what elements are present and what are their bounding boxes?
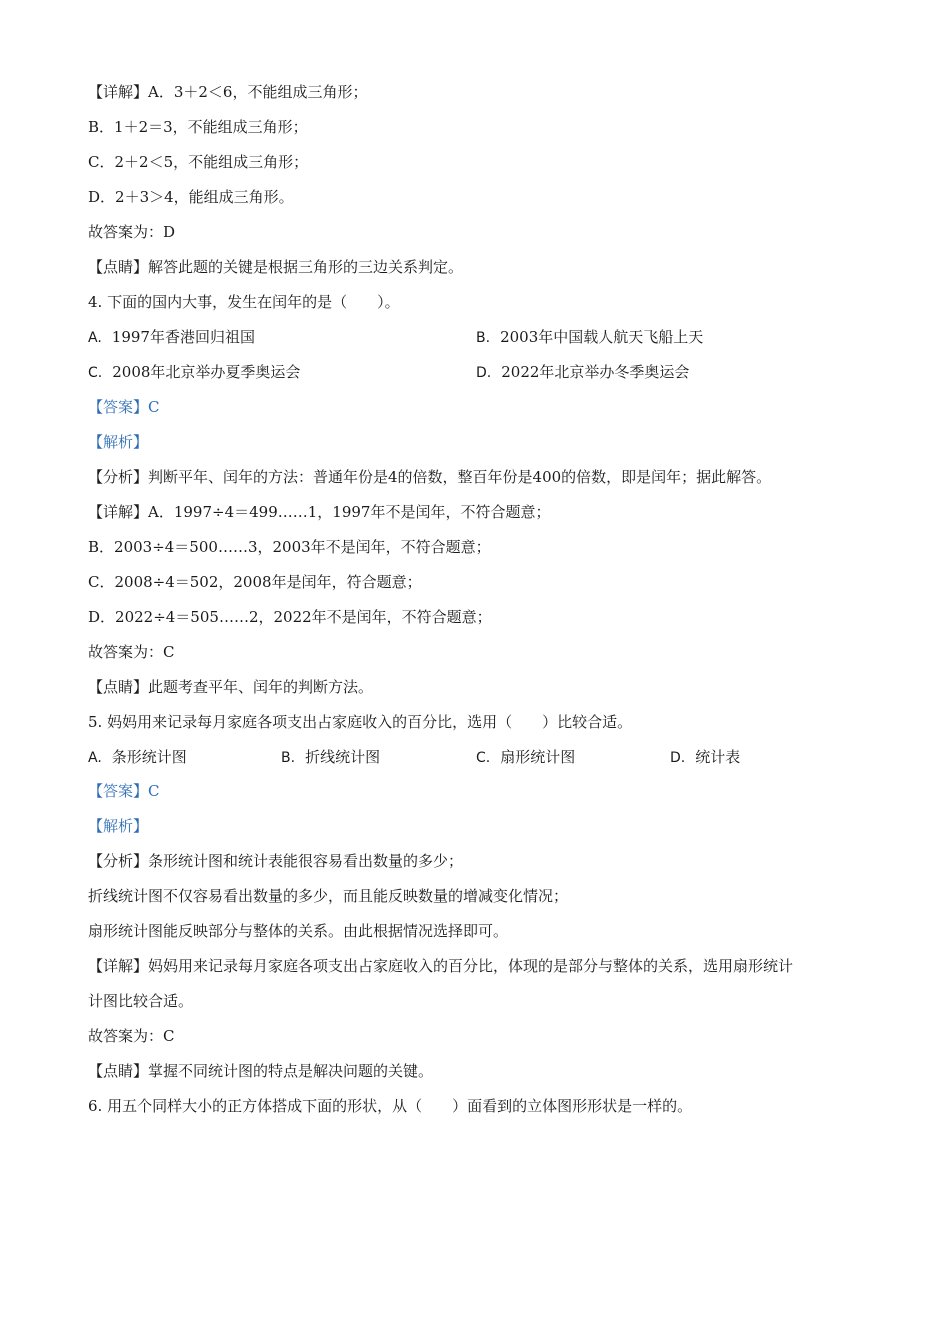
q5-option-c [476, 747, 575, 768]
question-6: 6. 用五个同样大小的正方体搭成下面的形状，从（ ）面看到的立体图形形状是一样的。 [88, 1097, 693, 1115]
analysis-line: 【分析】判断平年、闰年的方法：普通年份是4的倍数，整百年份是400的倍数，即是闰年；据此解答。 [88, 468, 772, 486]
detail-line: B．2003÷4＝500……3，2003年不是闰年，不符合题意； [88, 538, 491, 556]
option-label: C. [88, 365, 103, 381]
question-5: 5. 妈妈用来记录每月家庭各项支出占家庭收入的百分比，选用（ ）比较合适。 [88, 713, 633, 731]
option-text: 1997年香港回归祖国 [111, 328, 255, 346]
detail-line: D．2＋3＞4，能组成三角形。 [88, 188, 294, 206]
answer-conclusion: 故答案为：C [88, 1027, 175, 1045]
answer-conclusion: 故答案为：D [88, 223, 176, 241]
analysis-line: 扇形统计图能反映部分与整体的关系。由此根据情况选择即可。 [88, 922, 509, 940]
q4-option-c [88, 362, 300, 383]
question-4: 4. 下面的国内大事，发生在闰年的是（ ）。 [88, 293, 400, 311]
option-text: 扇形统计图 [500, 748, 576, 766]
detail-line: D．2022÷4＝505……2，2022年不是闰年，不符合题意； [88, 608, 492, 626]
detail-line: 【详解】妈妈用来记录每月家庭各项支出占家庭收入的百分比，体现的是部分与整体的关系，选用扇形统计 [88, 957, 794, 975]
option-text: 折线统计图 [305, 748, 381, 766]
detail-line: B．1＋2＝3，不能组成三角形； [88, 118, 308, 136]
detail-line: 【详解】A．1997÷4＝499……1，1997年不是闰年，不符合题意； [88, 503, 551, 521]
option-label: A. [88, 750, 102, 766]
key-point: 【点睛】解答此题的关键是根据三角形的三边关系判定。 [88, 258, 464, 276]
detail-line: C．2＋2＜5，不能组成三角形； [88, 153, 309, 171]
q5-option-d [670, 747, 740, 768]
q5-option-a [88, 747, 187, 768]
option-text: 2022年北京举办冬季奥运会 [501, 363, 690, 381]
option-text: 条形统计图 [111, 748, 187, 766]
detail-line: 【详解】A．3＋2＜6，不能组成三角形； [88, 83, 368, 101]
option-label: D. [476, 365, 492, 381]
option-label: A. [88, 330, 102, 346]
option-label: C. [476, 750, 491, 766]
key-point: 【点睛】掌握不同统计图的特点是解决问题的关键。 [88, 1062, 434, 1080]
answer-tag: 【答案】C [88, 398, 160, 416]
option-label: D. [670, 750, 686, 766]
analysis-tag: 【解析】 [88, 817, 149, 835]
analysis-line: 折线统计图不仅容易看出数量的多少，而且能反映数量的增减变化情况； [88, 887, 569, 905]
answer-conclusion: 故答案为：C [88, 643, 175, 661]
option-text: 统计表 [695, 748, 741, 766]
analysis-line: 【分析】条形统计图和统计表能很容易看出数量的多少； [88, 852, 464, 870]
q4-option-a [88, 327, 255, 348]
q4-option-b [476, 327, 703, 348]
detail-line-continued: 计图比较合适。 [88, 992, 194, 1010]
option-label: B. [476, 330, 491, 346]
q5-option-b [281, 747, 380, 768]
q4-option-d [476, 362, 689, 383]
answer-tag: 【答案】C [88, 782, 160, 800]
option-text: 2008年北京举办夏季奥运会 [112, 363, 301, 381]
analysis-tag: 【解析】 [88, 433, 149, 451]
key-point: 【点睛】此题考查平年、闰年的判断方法。 [88, 678, 374, 696]
option-text: 2003年中国载人航天飞船上天 [500, 328, 704, 346]
detail-line: C．2008÷4＝502，2008年是闰年，符合题意； [88, 573, 422, 591]
option-label: B. [281, 750, 296, 766]
